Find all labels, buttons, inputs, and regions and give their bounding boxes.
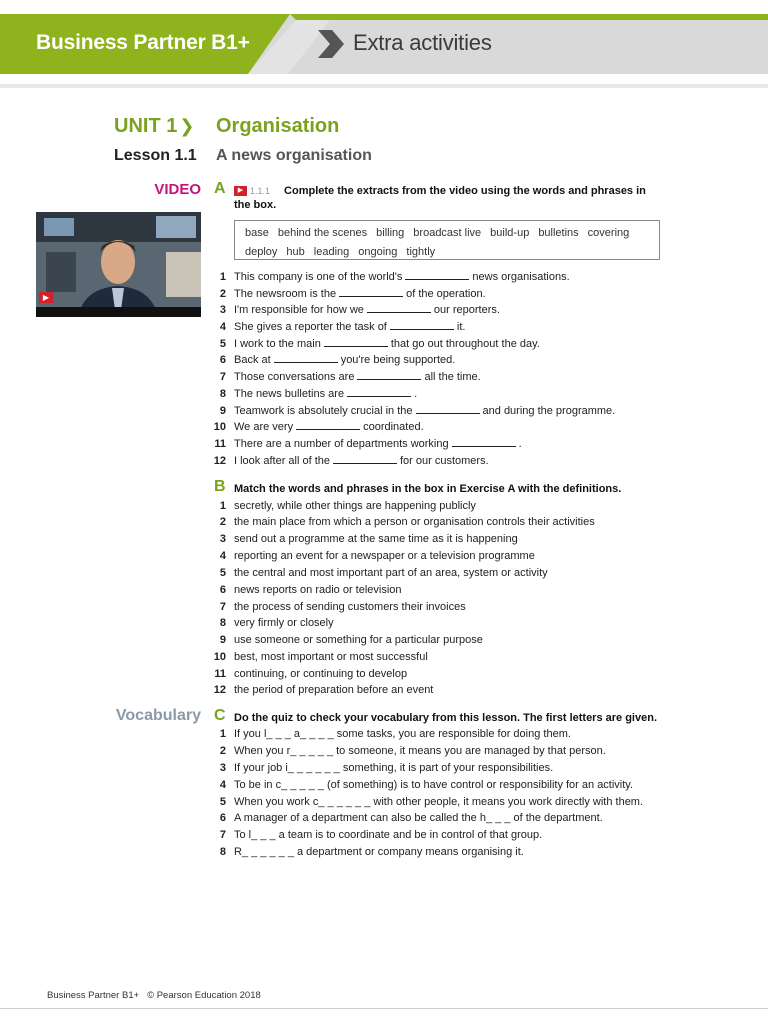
exercise-c-item: 7 To l_ _ _ a team is to coordinate and be in control of that group. bbox=[219, 829, 543, 841]
footer-divider bbox=[0, 1008, 768, 1009]
exercise-b-item: 7 the process of sending customers their invoices bbox=[219, 601, 466, 613]
exercise-b-item: 5 the central and most important part of an area, system or activity bbox=[219, 567, 548, 579]
exercise-a-item: 11 There are a number of departments working . bbox=[214, 438, 522, 450]
footer bbox=[47, 990, 261, 1001]
answer-blank[interactable] bbox=[333, 453, 397, 464]
exercise-a-item: 5 I work to the main that go out throughout the day. bbox=[219, 338, 540, 350]
exercise-b-letter: B bbox=[214, 478, 226, 495]
word-box-item: broadcast live bbox=[413, 227, 482, 239]
word-box-item: behind the scenes bbox=[277, 227, 368, 239]
exercise-c-letter: C bbox=[214, 707, 226, 724]
exercise-b-item: 3 send out a programme at the same time as it is happening bbox=[219, 533, 518, 545]
answer-blank[interactable] bbox=[296, 419, 360, 430]
instruction-text: Complete the extracts from the video using the words and phrases in the box. bbox=[234, 185, 646, 211]
exercise-b-item: 10 best, most important or most successful bbox=[213, 651, 428, 663]
exercise-a-item: 6 Back at you're being supported. bbox=[219, 354, 456, 366]
answer-blank[interactable] bbox=[390, 319, 454, 330]
exercise-b-item: 4 reporting an event for a newspaper or a television programme bbox=[219, 550, 535, 562]
word-box-item: deploy bbox=[245, 246, 278, 258]
exercise-b-item: 9 use someone or something for a particular purpose bbox=[219, 634, 483, 646]
video-play-icon[interactable]: ▶ bbox=[234, 186, 247, 196]
exercise-a-item: 12 I look after all of the for our customers. bbox=[213, 455, 489, 467]
play-icon[interactable]: ▶ bbox=[39, 292, 53, 303]
word-box bbox=[234, 220, 660, 260]
answer-blank[interactable] bbox=[452, 436, 516, 447]
unit-heading bbox=[114, 115, 340, 138]
answer-blank[interactable] bbox=[416, 403, 480, 414]
exercise-c-item: 2 When you r_ _ _ _ _ to someone, it means you are managed by that person. bbox=[219, 745, 606, 757]
exercise-a-item: 7 Those conversations are all the time. bbox=[219, 371, 481, 383]
brand-title: Business Partner B1+ bbox=[36, 31, 250, 54]
exercise-c-item: 3 If your job i_ _ _ _ _ _ something, it is part of your responsibilities. bbox=[219, 762, 554, 774]
exercise-c-item: 4 To be in c_ _ _ _ _ (of something) is to have control or responsibility for an activity. bbox=[219, 779, 634, 791]
lesson-title: A news organisation bbox=[216, 147, 372, 164]
answer-blank[interactable] bbox=[324, 336, 388, 347]
unit-label: UNIT 1 bbox=[114, 115, 178, 137]
exercise-c-item: 6 A manager of a department can also be called the h_ _ _ of the department. bbox=[219, 812, 603, 824]
footer-brand: Business Partner B1+ bbox=[47, 990, 140, 1001]
exercise-a-item: 3 I'm responsible for how we our reporters. bbox=[219, 304, 500, 316]
exercise-c-item: 8 R_ _ _ _ _ _ a department or company means organising it. bbox=[219, 846, 524, 858]
answer-blank[interactable] bbox=[339, 286, 403, 297]
exercise-a-item: 1 This company is one of the world's news organisations. bbox=[219, 271, 570, 283]
page-header bbox=[0, 0, 768, 88]
presenter-image bbox=[36, 212, 201, 317]
word-box-item: base bbox=[245, 227, 269, 239]
answer-blank[interactable] bbox=[367, 302, 431, 313]
exercise-c-item: 1 If you l_ _ _ a_ _ _ _ some tasks, you are responsible for doing them. bbox=[219, 728, 571, 740]
answer-blank[interactable] bbox=[274, 352, 338, 363]
vocabulary-label: Vocabulary bbox=[115, 707, 201, 724]
word-box-item: hub bbox=[286, 246, 305, 258]
exercise-b-item: 1 secretly, while other things are happening publicly bbox=[219, 500, 476, 512]
exercise-a-letter: A bbox=[214, 180, 226, 197]
video-label: VIDEO bbox=[154, 181, 201, 198]
section-title: Extra activities bbox=[353, 30, 492, 55]
chevron-right-icon: ❯ bbox=[179, 116, 195, 136]
lesson-label: Lesson 1.1 bbox=[114, 147, 197, 164]
exercise-a-instruction bbox=[234, 184, 659, 212]
exercise-a-item: 4 She gives a reporter the task of it. bbox=[219, 321, 466, 333]
word-box-item: build-up bbox=[490, 227, 530, 239]
word-box-item: billing bbox=[376, 227, 405, 239]
footer-copyright: © Pearson Education 2018 bbox=[147, 990, 261, 1001]
answer-blank[interactable] bbox=[347, 386, 411, 397]
exercise-a-item: 8 The news bulletins are . bbox=[219, 388, 418, 400]
exercise-c-item: 5 When you work c_ _ _ _ _ _ with other people, it means you work directly with them. bbox=[219, 796, 644, 808]
word-box-item: leading bbox=[313, 246, 350, 258]
exercise-b-item: 11 continuing, or continuing to develop bbox=[214, 668, 408, 680]
exercise-a-item: 10 We are very coordinated. bbox=[213, 421, 424, 433]
word-box-item: covering bbox=[587, 227, 630, 239]
answer-blank[interactable] bbox=[405, 269, 469, 280]
exercise-b-item: 6 news reports on radio or television bbox=[219, 584, 402, 596]
exercise-a-item: 2 The newsroom is the of the operation. bbox=[219, 288, 486, 300]
exercise-b-item: 12 the period of preparation before an event bbox=[213, 684, 434, 696]
answer-blank[interactable] bbox=[357, 369, 421, 380]
word-box-item: ongoing bbox=[358, 246, 398, 258]
exercise-a-item: 9 Teamwork is absolutely crucial in the and during the programme. bbox=[219, 405, 616, 417]
exercise-b-item: 2 the main place from which a person or organisation controls their activities bbox=[219, 516, 595, 528]
track-number: 1.1.1 bbox=[250, 186, 271, 196]
exercise-c-instruction: Do the quiz to check your vocabulary from this lesson. The first letters are given. bbox=[234, 712, 657, 724]
unit-title: Organisation bbox=[216, 115, 340, 137]
exercise-b-instruction: Match the words and phrases in the box in Exercise A with the definitions. bbox=[234, 483, 622, 495]
exercise-b-item: 8 very firmly or closely bbox=[219, 617, 334, 629]
word-box-item: bulletins bbox=[538, 227, 579, 239]
word-box-item: tightly bbox=[406, 246, 436, 258]
video-thumbnail[interactable] bbox=[36, 212, 201, 317]
